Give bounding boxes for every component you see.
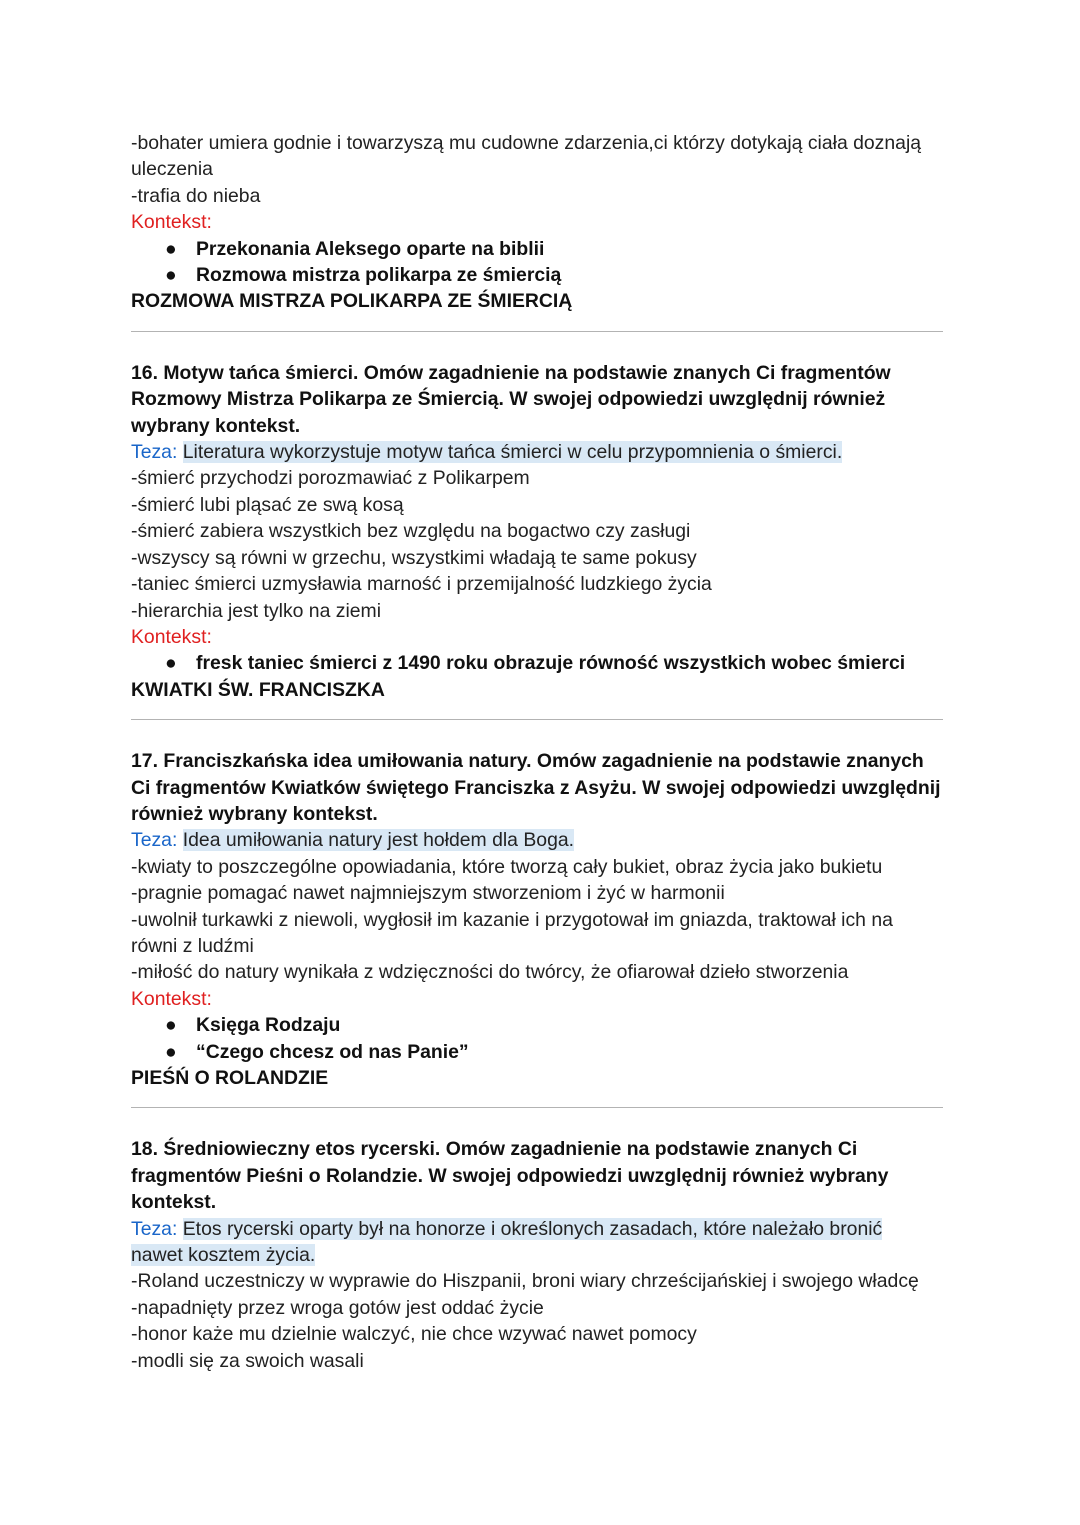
document-page <box>131 130 946 1374</box>
next-title: ROZMOWA MISTRZA POLIKARPA ZE ŚMIERCIĄ <box>131 290 573 313</box>
next-title: PIEŚŃ O ROLANDZIE <box>131 1067 329 1089</box>
section-heading: 17. Franciszkańska idea umiłowania natury. Omów zagadnienie na podstawie znanych Ci fragmentów Kwiatków świętego Franciszka z Asyżu. W swojej odpowiedzi uwzględnij również wybrany kontekst. <box>131 750 941 825</box>
thesis-line <box>131 827 946 853</box>
context-label: Kontekst: <box>131 211 212 234</box>
point-line: -śmierć przychodzi porozmawiać z Polikarpem <box>131 467 530 490</box>
point-line: -Roland uczestniczy w wyprawie do Hiszpanii, broni wiary chrześcijańskiej i swojego władcę <box>131 1270 919 1293</box>
bullet-icon: ● <box>165 1014 177 1037</box>
thesis-text: Etos rycerski oparty był na honorze i określonych zasadach, które należało bronić nawet kosztem życia. <box>131 1217 883 1267</box>
context-item: ● Rozmowa mistrza polikarpa ze śmiercią <box>165 262 946 288</box>
context-list <box>131 1012 946 1065</box>
bullet-icon: ● <box>165 264 177 287</box>
section-divider <box>131 719 943 720</box>
section-16 <box>131 360 946 703</box>
section-18 <box>131 1136 946 1374</box>
bullet-icon: ● <box>165 237 177 260</box>
intro-line: -bohater umiera godnie i towarzyszą mu cudowne zdarzenia,ci którzy dotykają ciała doznają uleczenia <box>131 132 922 181</box>
thesis-label: Teza: <box>131 441 178 464</box>
point-line: -napadnięty przez wroga gotów jest oddać życie <box>131 1296 544 1319</box>
intro-line: -trafia do nieba <box>131 184 261 207</box>
point-line: -taniec śmierci uzmysławia marność i przemijalność ludzkiego życia <box>131 573 712 596</box>
context-list <box>131 650 946 676</box>
next-title: KWIATKI ŚW. FRANCISZKA <box>131 678 385 701</box>
bullet-icon: ● <box>165 652 177 675</box>
section-heading: 18. Średniowieczny etos rycerski. Omów zagadnienie na podstawie znanych Ci fragmentów Pieśni o Rolandzie. W swojej odpowiedzi uwzględnij również wybrany kontekst. <box>131 1138 889 1214</box>
point-line: -wszyscy są równi w grzechu, wszystkimi władają te same pokusy <box>131 546 697 569</box>
bullet-icon: ● <box>165 1040 177 1063</box>
intro-block <box>131 130 946 315</box>
point-line: -miłość do natury wynikała z wdzięczności do twórcy, że ofiarował dzieło stworzenia <box>131 961 849 984</box>
section-divider <box>131 1107 943 1108</box>
point-line: -honor każe mu dzielnie walczyć, nie chce wzywać nawet pomocy <box>131 1323 697 1346</box>
point-line: -modli się za swoich wasali <box>131 1349 364 1372</box>
point-line: -hierarchia jest tylko na ziemi <box>131 599 382 622</box>
thesis-text: Literatura wykorzystuje motyw tańca śmierci w celu przypomnienia o śmierci. <box>182 441 843 464</box>
context-label: Kontekst: <box>131 987 212 1010</box>
context-item: ● “Czego chcesz od nas Panie” <box>165 1039 946 1065</box>
thesis-line <box>131 1216 921 1269</box>
thesis-text: Idea umiłowania natury jest hołdem dla Boga. <box>182 829 575 852</box>
thesis-label: Teza: <box>131 1217 178 1240</box>
point-line: -śmierć lubi pląsać ze swą kosą <box>131 493 404 516</box>
context-item: ● Przekonania Aleksego oparte na biblii <box>165 236 946 262</box>
context-item: ● Księga Rodzaju <box>165 1012 946 1038</box>
section-heading: 16. Motyw tańca śmierci. Omów zagadnienie na podstawie znanych Ci fragmentów Rozmowy Mistrza Polikarpa ze Śmiercią. W swojej odpowiedzi uwzględnij również wybrany kontekst. <box>131 361 891 437</box>
point-line: -pragnie pomagać nawet najmniejszym stworzeniom i żyć w harmonii <box>131 882 725 905</box>
context-label: Kontekst: <box>131 625 212 648</box>
point-line: -kwiaty to poszczególne opowiadania, które tworzą cały bukiet, obraz życia jako bukietu <box>131 855 883 878</box>
point-line: -uwolnił turkawki z niewoli, wygłosił im kazanie i przygotował im gniazda, traktował ich na równi z ludźmi <box>131 908 893 957</box>
thesis-line <box>131 439 946 465</box>
section-divider <box>131 331 943 332</box>
section-17 <box>131 748 946 1091</box>
context-list <box>131 236 946 289</box>
thesis-label: Teza: <box>131 829 178 852</box>
context-item: ● fresk taniec śmierci z 1490 roku obrazuje równość wszystkich wobec śmierci <box>165 650 946 676</box>
point-line: -śmierć zabiera wszystkich bez względu na bogactwo czy zasługi <box>131 520 691 543</box>
